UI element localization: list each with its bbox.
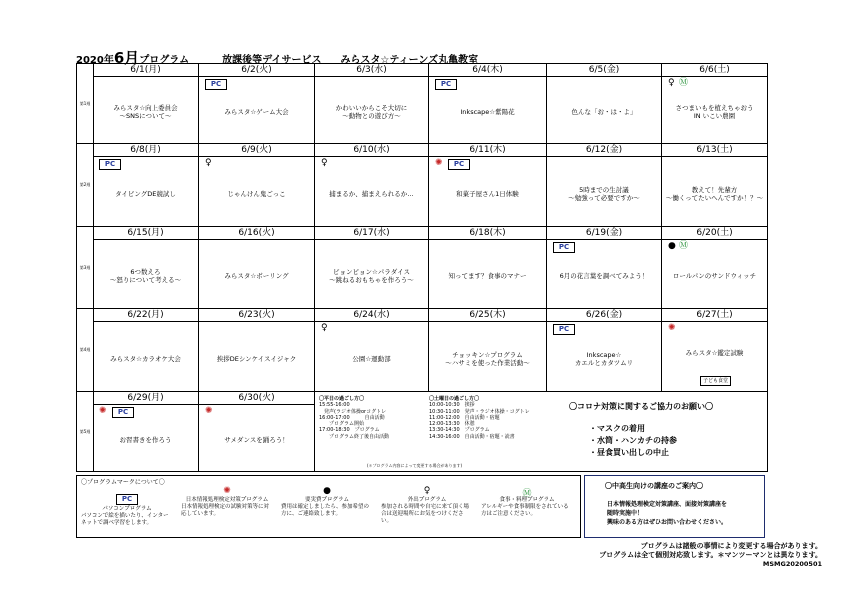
day-body — [429, 156, 546, 226]
event-text: ピョンピョン☆パラダイス — [332, 268, 411, 276]
legend-item — [377, 486, 477, 525]
day-date: 6/29(月) — [93, 392, 198, 405]
certification-icon: ✺ — [668, 323, 676, 333]
event-text: 公園☆運動部 — [352, 354, 391, 363]
event-text: みらスタ☆鑑定試験 — [685, 348, 744, 357]
day-date: 6/30(火) — [199, 392, 314, 405]
day-body — [662, 239, 767, 308]
day-date: 6/13(土) — [662, 144, 767, 157]
day-date: 6/22(月) — [93, 309, 198, 322]
pc-mark: PC — [448, 159, 470, 170]
saturday-schedule — [429, 396, 530, 440]
event-text: お習書きを作ろう — [119, 435, 172, 444]
legend-item-name: 食事・料理プログラム — [499, 497, 555, 503]
schedule-row: 12:00-13:30 休憩 — [429, 421, 475, 428]
day-body — [662, 321, 767, 391]
day-cell — [93, 64, 199, 143]
food-icon: Ⓜ — [679, 241, 689, 251]
day-body — [315, 76, 428, 143]
calendar-week — [77, 144, 767, 227]
day-date: 6/6(土) — [662, 64, 767, 77]
day-date: 6/20(土) — [662, 227, 767, 240]
corona-item: ・水筒・ハンカチの持参 — [589, 436, 677, 445]
footer-notes — [462, 542, 822, 569]
legend-title: 〇プログラムマークについて〇 — [81, 479, 165, 486]
event-text: 6つ数えろ — [130, 268, 161, 276]
event-text: ～勉強って必要ですか～ — [568, 193, 640, 202]
day-cell — [429, 64, 547, 143]
outing-icon: ♀ — [423, 486, 431, 496]
lecture-line: 日本情報処理検定対策講座、面接対策講座を — [607, 501, 728, 508]
week-label: 第1週 — [77, 64, 94, 143]
day-body — [662, 156, 767, 226]
outing-icon: ♀ — [321, 323, 328, 333]
daily-schedule — [317, 392, 549, 471]
day-body — [199, 404, 314, 471]
day-date: 6/10(水) — [315, 144, 428, 157]
day-date: 6/26(金) — [547, 309, 661, 322]
corona-item: ・昼食買い出しの中止 — [589, 448, 669, 457]
food-icon: Ⓜ — [522, 489, 532, 499]
day-date: 6/1(月) — [93, 64, 198, 77]
schedule-row: 発声(ラジオ体操orコグトレ — [319, 408, 387, 415]
day-cell — [93, 392, 199, 471]
event-text: 教えて！先輩方 — [691, 185, 738, 194]
event-text: さつまいもを植えちゃおう — [675, 104, 754, 112]
event-text: ～ハサミを使った作業活動～ — [445, 358, 530, 367]
legend-item-name: 要実費プログラム — [305, 497, 349, 503]
event-text: チョッキン☆プログラム — [452, 350, 523, 359]
schedule-note: (＊プログラム内容によって変更する場合があります) — [367, 463, 463, 468]
legend-item — [277, 486, 377, 518]
page-header — [76, 47, 776, 67]
schedule-row: 10:00-10:30 挨拶 — [429, 402, 475, 409]
header-year: 2020年 — [76, 55, 114, 66]
day-body — [429, 76, 546, 143]
day-date: 6/12(金) — [547, 144, 661, 157]
day-date: 6/9(火) — [199, 144, 314, 157]
day-body — [93, 404, 198, 471]
event-text: 知ってます？食事のマナー — [448, 272, 527, 280]
day-body — [547, 321, 661, 391]
legend-item-desc: 参加される時間や自宅に来て頂く場合は送迎場所にお気をつけください。 — [381, 504, 470, 524]
schedule-row: 16:00-17:00 自由活動 — [319, 414, 385, 421]
event-text: みらスタ☆向上委員会 — [113, 104, 178, 112]
day-cell — [315, 227, 429, 308]
footer-line: プログラムは諸般の事情により変更する場合があります。 — [640, 542, 822, 550]
day-body — [429, 239, 546, 308]
lecture-line: 興味のある方はぜひお問い合わせください。 — [607, 519, 728, 526]
event-text: 6月の花言葉を調べてみよう！ — [559, 272, 649, 280]
schedule-row: 17:00-18:30 プログラム — [319, 427, 380, 434]
weekday-schedule — [319, 396, 389, 440]
day-date: 6/25(木) — [429, 309, 546, 322]
day-cell — [315, 64, 429, 143]
day-body — [93, 76, 198, 143]
day-date: 6/4(木) — [429, 64, 546, 77]
day-date: 6/16(火) — [199, 227, 314, 240]
day-date: 6/2(火) — [199, 64, 314, 77]
kids-cafeteria-badge: 子ども食堂 — [700, 376, 731, 386]
day-cell — [93, 144, 199, 226]
pc-mark: PC — [99, 159, 121, 170]
day-cell — [429, 227, 547, 308]
pc-mark: PC — [112, 407, 134, 418]
event-text: 和菓子屋さん1日体験 — [456, 189, 519, 198]
pc-mark: PC — [553, 324, 575, 335]
week-label: 第4週 — [77, 309, 94, 391]
event-text: かわいいからこそ大切に — [335, 104, 408, 112]
calendar-week — [77, 64, 767, 144]
week-label: 第2週 — [77, 144, 94, 226]
event-text: 5時までの生討議 — [579, 185, 629, 194]
legend-item — [77, 486, 177, 527]
day-date: 6/23(火) — [199, 309, 314, 322]
day-cell — [93, 227, 199, 308]
day-date: 6/8(月) — [93, 144, 198, 157]
day-body — [547, 76, 661, 143]
legend-item-desc: パソコンで絵を描いたり、インターネットで調べ学習をします。 — [81, 513, 169, 526]
week-label: 第5週 — [77, 392, 94, 471]
corona-notice — [549, 392, 767, 471]
event-text: Inkscape☆紫陽花 — [460, 108, 515, 116]
schedule-row: 11:00-12:00 自由活動・宿題 — [429, 414, 500, 421]
event-text: みらスタ☆ボーリング — [224, 272, 289, 280]
legend-item-desc: 費用は確定しましたら、参加希望の方に、ご連絡致します。 — [281, 504, 370, 517]
event-text: サメダンスを踊ろう！ — [224, 435, 289, 444]
schedule-row: 14:30-16:00 自由活動・宿題・読書 — [429, 433, 515, 440]
event-text: ～SNSについて～ — [119, 112, 172, 120]
day-cell — [547, 309, 662, 391]
event-text: Inkscape☆ — [586, 350, 622, 359]
week-label: 第3週 — [77, 227, 94, 308]
day-cell — [429, 309, 547, 391]
day-body — [93, 156, 198, 226]
day-date: 6/19(金) — [547, 227, 661, 240]
day-cell — [199, 144, 315, 226]
corona-title: 〇コロナ対策に関するご協力のお願い〇 — [569, 402, 713, 411]
program-calendar — [76, 63, 768, 472]
day-body — [199, 156, 314, 226]
corona-items — [589, 423, 677, 459]
header-month: 6月 — [113, 49, 140, 67]
lecture-line: 随時実施中！ — [607, 510, 644, 517]
day-body — [93, 321, 198, 391]
day-cell — [199, 227, 315, 308]
schedule-row: プログラム開始 — [319, 421, 364, 428]
legend-item — [477, 486, 577, 518]
schedule-row: 10:30-11:00 発声・ラジオ体操・コグトレ — [429, 408, 530, 415]
day-cell — [199, 392, 315, 471]
day-date: 6/18(木) — [429, 227, 546, 240]
day-body — [429, 321, 546, 391]
event-text: 捕まるか、捕まえられるか… — [329, 189, 414, 198]
day-body — [199, 239, 314, 308]
cost-icon: ● — [323, 486, 331, 496]
schedule-row: 15:55-16:00 — [319, 402, 350, 409]
certification-icon: ✺ — [99, 406, 107, 416]
day-date: 6/27(土) — [662, 309, 767, 322]
header-suffix: プログラム — [139, 55, 190, 66]
pc-mark: PC — [435, 79, 457, 90]
weekday-schedule-title: 〇平日の過ごし方〇 — [319, 396, 365, 402]
event-text: カエルとカタツムリ — [574, 358, 634, 367]
day-cell — [662, 144, 767, 226]
pc-mark: PC — [205, 79, 227, 90]
day-cell — [547, 144, 662, 226]
legend-item-name: パソコンプログラム — [102, 506, 152, 512]
day-date: 6/17(水) — [315, 227, 428, 240]
legend-item-desc: アレルギーや食事制限をされている方はご注意ください。 — [481, 504, 569, 517]
day-cell — [93, 309, 199, 391]
cost-icon: ● — [668, 241, 676, 251]
legend-item-name: 外出プログラム — [407, 497, 447, 503]
outing-icon: ♀ — [321, 158, 328, 168]
outing-icon: ♀ — [205, 158, 212, 168]
day-date: 6/11(木) — [429, 144, 546, 157]
day-cell — [662, 227, 767, 308]
food-icon: Ⓜ — [679, 78, 689, 88]
day-date: 6/3(水) — [315, 64, 428, 77]
event-text: ～働くってたいへんですか！？～ — [665, 193, 764, 202]
day-body — [315, 156, 428, 226]
day-body — [315, 321, 428, 391]
corona-item: ・マスクの着用 — [589, 424, 645, 433]
document-code: MSMG20200501 — [762, 560, 822, 568]
certification-icon: ✺ — [435, 158, 443, 168]
event-text: ～動物との遊び方～ — [342, 112, 401, 120]
day-cell — [199, 309, 315, 391]
day-cell — [662, 309, 767, 391]
day-body — [315, 239, 428, 308]
day-date: 6/5(金) — [547, 64, 661, 77]
event-text: タイピングDE競試し — [115, 189, 176, 198]
day-cell — [429, 144, 547, 226]
event-text: ～跳ねるおもちゃを作ろう～ — [329, 276, 414, 284]
event-text: じゃんけん鬼ごっこ — [227, 189, 286, 198]
legend-item — [177, 486, 277, 518]
day-body — [547, 239, 661, 308]
lecture-title: 〇中高生向けの講座のご案内〇 — [605, 482, 703, 490]
event-text: ロールパンのサンドウィッチ — [672, 272, 757, 280]
day-body — [547, 156, 661, 226]
event-text: 色んな「お・は・よ」 — [571, 108, 637, 116]
calendar-week — [77, 392, 767, 471]
lecture-info-box — [584, 475, 765, 538]
day-body — [199, 76, 314, 143]
day-cell — [662, 64, 767, 143]
event-text: みらスタ☆カラオケ大会 — [110, 354, 181, 363]
legend-item-name: 日本情報処理検定対策プログラム — [185, 497, 269, 503]
day-date: 6/15(月) — [93, 227, 198, 240]
day-cell — [547, 64, 662, 143]
day-date: 6/24(水) — [315, 309, 428, 322]
certification-icon: ✺ — [223, 486, 231, 496]
certification-icon: ✺ — [205, 406, 213, 416]
schedule-row: 13:30-14:30 プログラム — [429, 427, 490, 434]
legend-box — [76, 475, 581, 538]
pc-mark: PC — [553, 242, 575, 253]
day-body — [662, 76, 767, 143]
schedule-row: プログラム終了後自由活動 — [319, 433, 389, 440]
saturday-schedule-title: 〇土曜日の過ごし方〇 — [429, 396, 480, 402]
day-cell — [315, 309, 429, 391]
event-text: 挨拶DEシンケイスイジャク — [216, 354, 297, 363]
legend-item-desc: 日本情報処理検定の試験対策等に対応しています。 — [181, 504, 270, 517]
day-body — [93, 239, 198, 308]
event-text: IN いこい農園 — [693, 112, 736, 120]
footer-line: プログラムは全て個別対応致します。＊マンツーマンとは異なります。 — [599, 551, 822, 559]
event-text: みらスタ☆ゲーム大会 — [224, 108, 289, 116]
header-service: 放課後等デイサービス — [222, 55, 322, 66]
day-cell — [315, 144, 429, 226]
day-cell — [547, 227, 662, 308]
outing-icon: ♀ — [668, 78, 675, 88]
pc-icon: PC — [116, 494, 138, 505]
calendar-week — [77, 227, 767, 309]
calendar-week — [77, 309, 767, 392]
header-classroom: みらスタ☆ティーンズ丸亀教室 — [340, 55, 479, 66]
day-body — [199, 321, 314, 391]
day-cell — [199, 64, 315, 143]
event-text: ～怒りについて考える～ — [109, 276, 182, 284]
